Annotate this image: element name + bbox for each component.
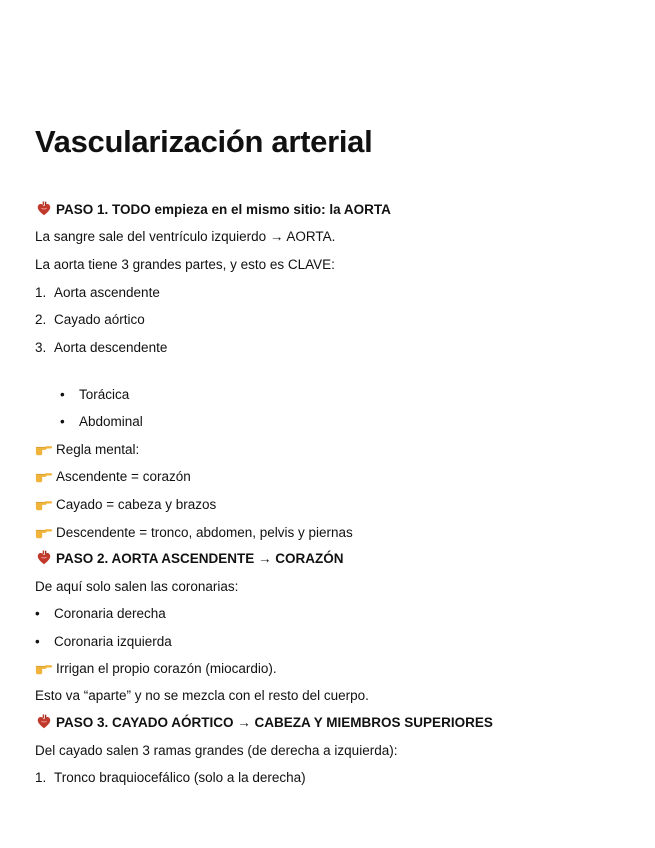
- pointing-hand-icon: [35, 524, 53, 540]
- pointing-hand-icon: [35, 441, 53, 457]
- list-text: Aorta descendente: [54, 340, 168, 355]
- bullet-icon: [60, 413, 79, 431]
- bullet-icon: [35, 633, 54, 651]
- list-text: Tronco braquiocefálico (solo a la derecha): [54, 770, 306, 785]
- sub-list-item: [60, 386, 129, 404]
- tip-text: Ascendente = corazón: [56, 469, 191, 484]
- anatomical-heart-icon: [35, 550, 53, 566]
- heading-text: PASO 1. TODO empieza en el mismo sitio: la AORTA: [56, 202, 391, 217]
- paragraph: De aquí solo salen las coronarias:: [35, 579, 239, 594]
- anatomical-heart-icon: [35, 201, 53, 217]
- paragraph: Esto va “aparte” y no se mezcla con el resto del cuerpo.: [35, 688, 369, 703]
- tip-line: [35, 660, 277, 678]
- tip-line: [35, 524, 353, 542]
- section-heading-paso-3: [35, 714, 493, 732]
- paragraph: Del cayado salen 3 ramas grandes (de derecha a izquierda):: [35, 743, 398, 758]
- list-item: [35, 284, 160, 302]
- pointing-hand-icon: [35, 660, 53, 676]
- list-item: [35, 769, 306, 787]
- pointing-hand-icon: [35, 468, 53, 484]
- list-item: [35, 311, 145, 329]
- sub-list-item: [60, 413, 143, 431]
- tip-text: Cayado = cabeza y brazos: [56, 497, 217, 512]
- heading-text: PASO 2. AORTA ASCENDENTE → CORAZÓN: [56, 551, 344, 566]
- anatomical-heart-icon: [35, 714, 53, 730]
- list-text: Aorta ascendente: [54, 285, 160, 300]
- list-item: [35, 605, 166, 623]
- list-text: Abdominal: [79, 414, 143, 429]
- list-text: Coronaria izquierda: [54, 634, 172, 649]
- list-text: Torácica: [79, 387, 130, 402]
- tip-text: Descendente = tronco, abdomen, pelvis y piernas: [56, 525, 353, 540]
- list-item: [35, 339, 167, 357]
- heading-text: PASO 3. CAYADO AÓRTICO → CABEZA Y MIEMBROS SUPERIORES: [56, 715, 493, 730]
- pointing-hand-icon: [35, 496, 53, 512]
- paragraph: La sangre sale del ventrículo izquierdo → AORTA.: [35, 229, 336, 244]
- list-number: 2.: [35, 312, 47, 327]
- section-heading-paso-1: [35, 201, 391, 219]
- list-number: 3.: [35, 340, 47, 355]
- tip-line: [35, 441, 139, 459]
- paragraph: La aorta tiene 3 grandes partes, y esto es CLAVE:: [35, 257, 335, 272]
- tip-text: Regla mental:: [56, 442, 140, 457]
- tip-text: Irrigan el propio corazón (miocardio).: [56, 661, 277, 676]
- list-text: Coronaria derecha: [54, 606, 166, 621]
- section-heading-paso-2: [35, 550, 344, 568]
- list-text: Cayado aórtico: [54, 312, 145, 327]
- tip-line: [35, 468, 191, 486]
- list-number: 1.: [35, 285, 47, 300]
- bullet-icon: [35, 605, 54, 623]
- bullet-icon: [60, 386, 79, 404]
- list-number: 1.: [35, 770, 47, 785]
- tip-line: [35, 496, 216, 514]
- page-title: Vascularización arterial: [35, 124, 373, 159]
- list-item: [35, 633, 172, 651]
